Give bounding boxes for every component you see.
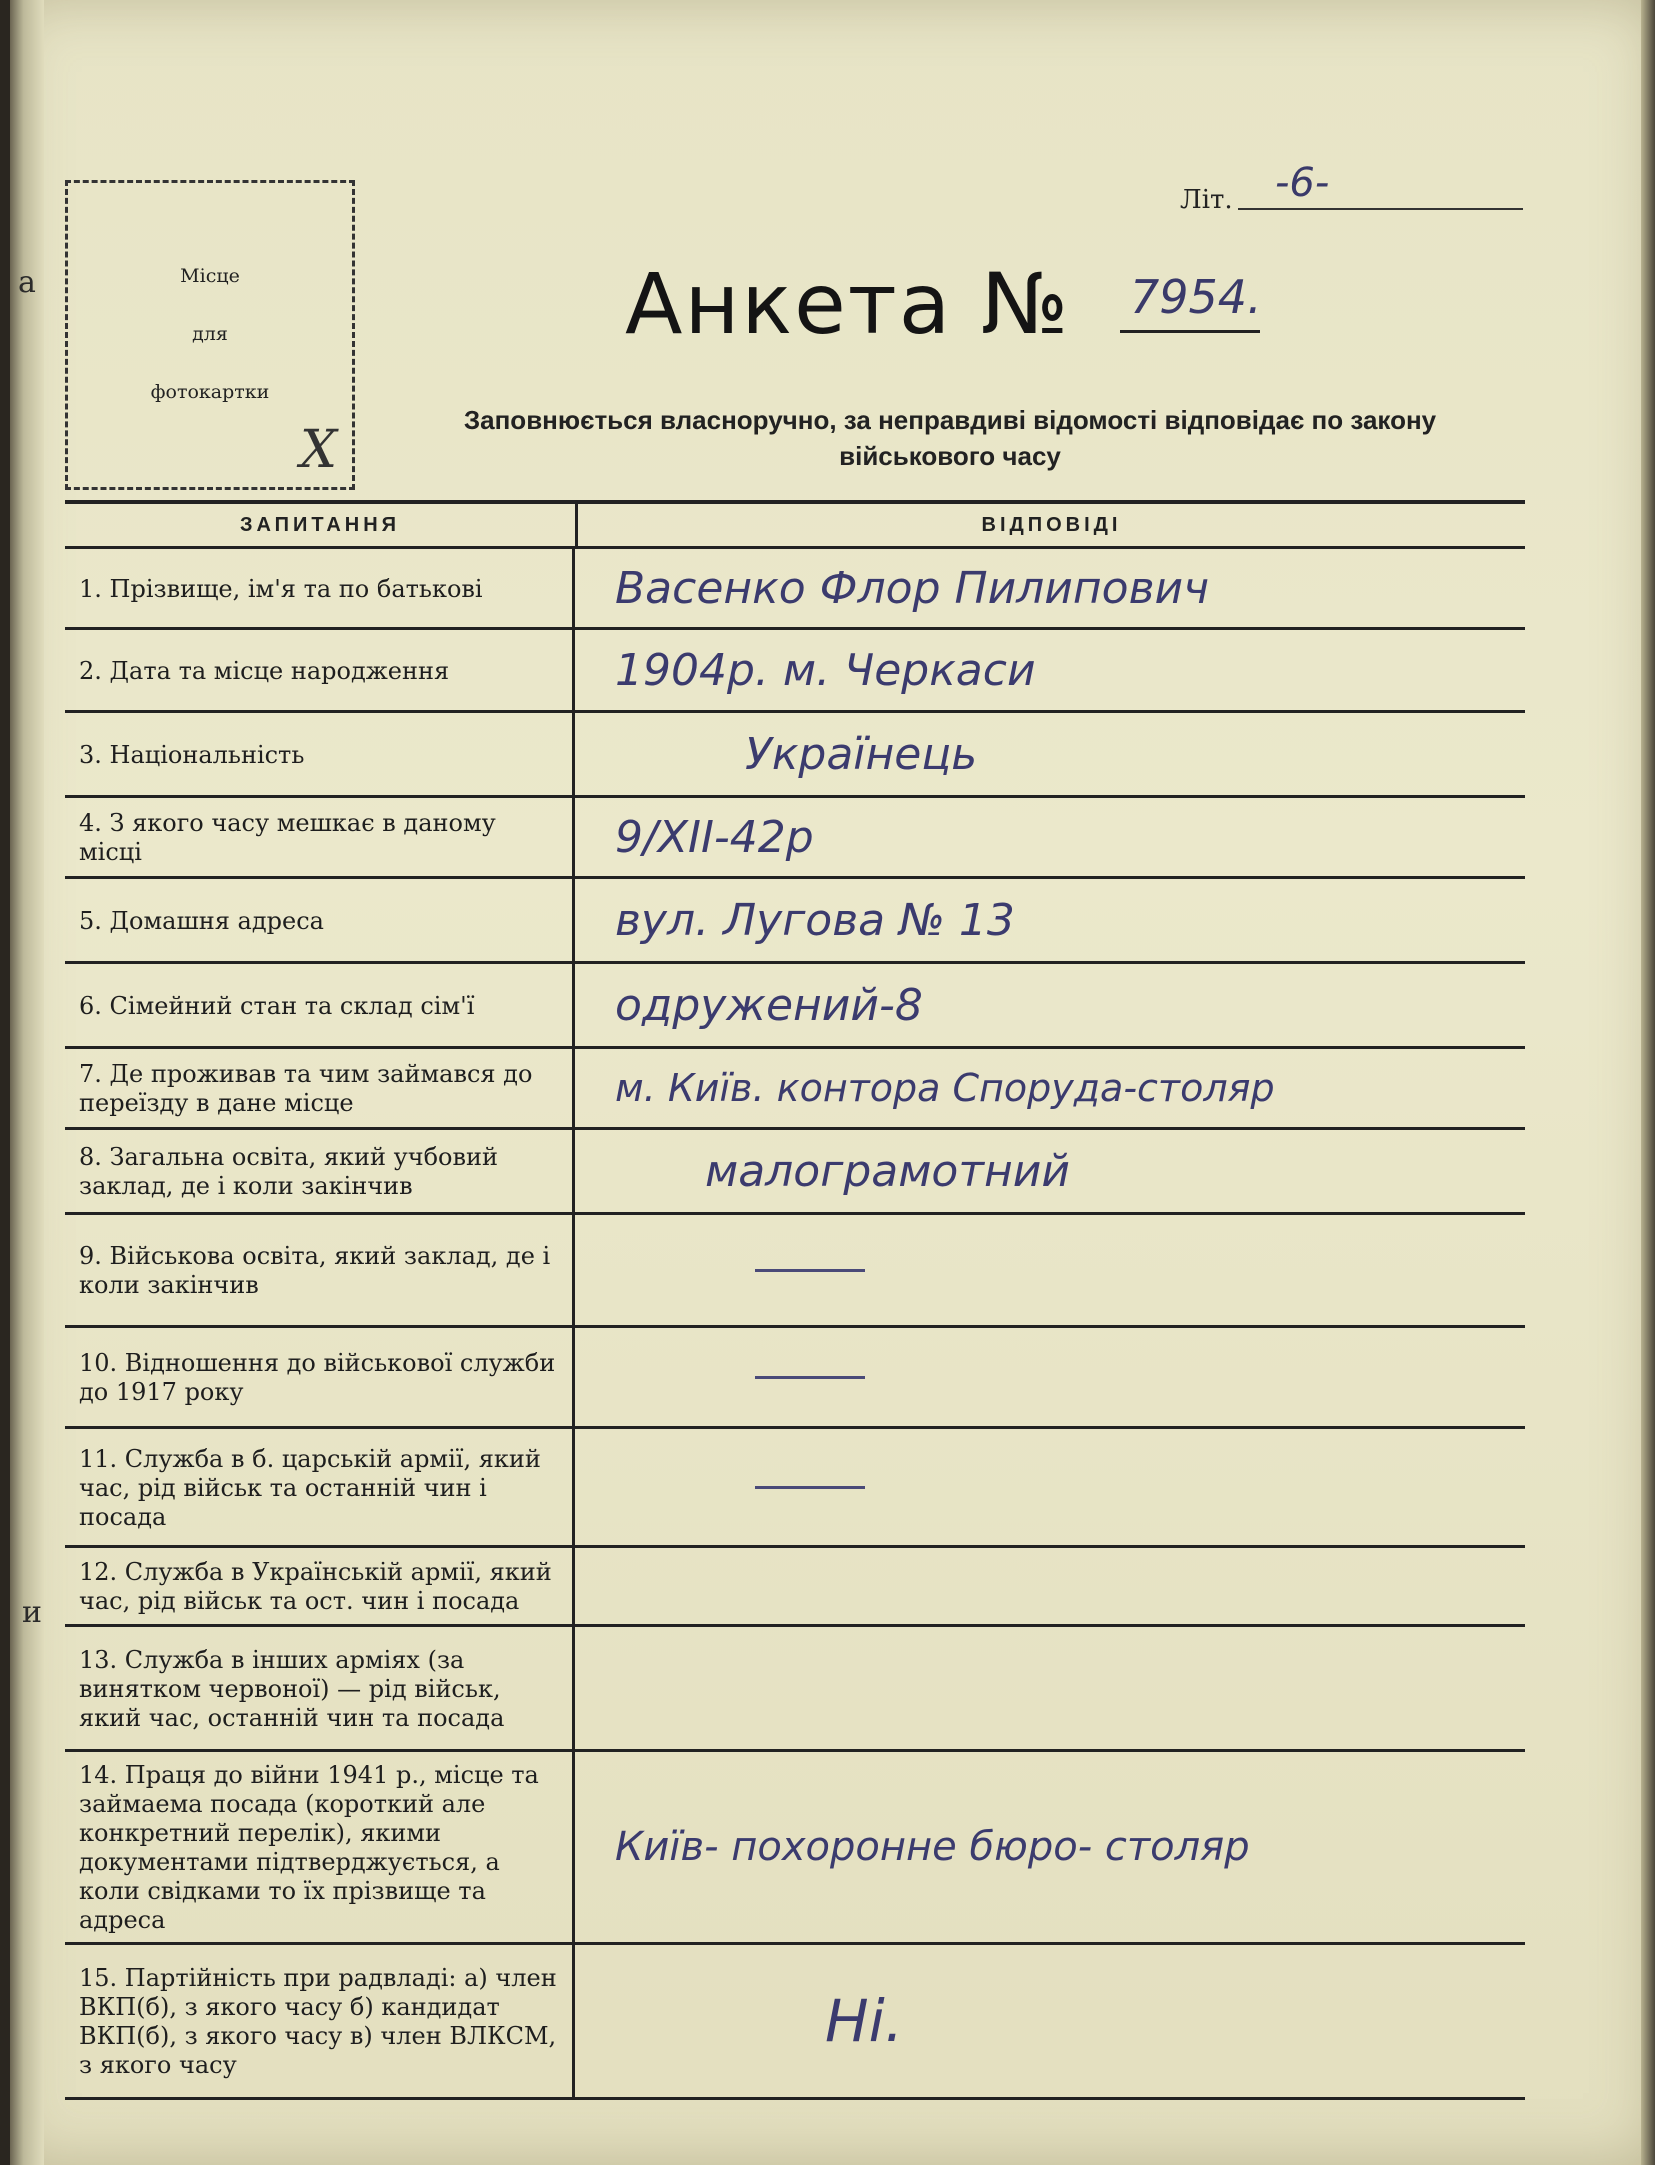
question-cell: 9. Військова освіта, який заклад, де і коли закінчив	[65, 1215, 575, 1325]
table-row	[65, 1752, 1525, 1945]
table-row	[65, 1548, 1525, 1627]
question-cell: 13. Служба в інших арміях (за винятком червоної) — рід військ, який час, останній чин та посада	[65, 1627, 575, 1749]
question-cell: 11. Служба в б. царській армії, який час, рід військ та останній чин і посада	[65, 1429, 575, 1545]
questionnaire-table	[65, 500, 1525, 2100]
answer-cell: Васенко Флор Пилипович	[615, 562, 1210, 614]
answer-cell	[575, 1548, 1525, 1624]
margin-mark: и	[22, 1595, 42, 1630]
question-cell: 2. Дата та місце народження	[65, 630, 575, 710]
question-cell: 15. Партійність при радвладі: а) член ВКП(б), з якого часу б) кандидат ВКП(б), з якого часу в) член ВЛКСМ, з якого часу	[65, 1945, 575, 2097]
table-row	[65, 1627, 1525, 1752]
margin-mark: а	[18, 265, 36, 300]
page-binding-edge	[10, 0, 44, 2165]
question-cell: 3. Національність	[65, 713, 575, 795]
question-cell: 8. Загальна освіта, який учбовий заклад, де і коли закінчив	[65, 1130, 575, 1212]
questionnaire-page	[10, 0, 1655, 2165]
photo-label-line3: фотокартки	[150, 381, 270, 403]
photo-label-line2: для	[192, 323, 228, 345]
table-row	[65, 798, 1525, 879]
question-cell: 10. Відношення до військової служби до 1917 року	[65, 1328, 575, 1426]
answer-cell	[575, 1627, 1525, 1749]
answer-cell: м. Київ. контора Споруда-столяр	[615, 1066, 1275, 1110]
page-title: Анкета №	[625, 255, 1071, 353]
table-row	[65, 1215, 1525, 1328]
photo-cross-mark: Х	[300, 420, 338, 480]
form-instructions	[390, 402, 1510, 474]
table-row	[65, 1130, 1525, 1215]
table-row	[65, 1049, 1525, 1130]
answer-cell: Українець	[745, 728, 978, 780]
form-number: 7954.	[1130, 270, 1262, 324]
table-header	[65, 504, 1525, 549]
empty-answer-dash	[755, 1376, 865, 1379]
answer-cell: одружений-8	[615, 979, 923, 1031]
answer-cell: 1904р. м. Черкаси	[615, 644, 1036, 696]
answer-cell: вул. Лугова № 13	[615, 894, 1015, 946]
question-cell: 5. Домашня адреса	[65, 879, 575, 961]
empty-answer-dash	[755, 1269, 865, 1272]
photo-label-line1: Місце	[180, 265, 240, 287]
answer-cell	[575, 1429, 1525, 1545]
instructions-line1: Заповнюється власноручно, за неправдиві відомості відповідає по закону	[463, 405, 1437, 435]
answer-cell: Нi.	[825, 1987, 904, 2055]
question-cell: 14. Праця до війни 1941 р., місце та займаема посада (короткий але конкретний перелік), якими документами підтверджується, а коли свідками то їх прізвище та адреса	[65, 1752, 575, 1942]
answer-cell	[575, 1328, 1525, 1426]
answer-cell: 9/XII-42р	[615, 811, 814, 863]
question-cell: 1. Прізвище, ім'я та по батькові	[65, 549, 575, 627]
answers-column-header: ВІДПОВІДІ	[981, 513, 1122, 536]
instructions-line2: військового часу	[839, 441, 1061, 471]
answer-cell: малограмотний	[705, 1145, 1070, 1197]
table-row	[65, 713, 1525, 798]
question-cell: 7. Де проживав та чим займався до переїзду в дане місце	[65, 1049, 575, 1127]
table-row	[65, 1429, 1525, 1548]
sheet-label: Літ.	[1180, 185, 1233, 215]
table-row	[65, 549, 1525, 630]
question-cell: 6. Сімейний стан та склад сім'ї	[65, 964, 575, 1046]
table-row	[65, 964, 1525, 1049]
table-row	[65, 1328, 1525, 1429]
form-number-line	[1120, 330, 1260, 333]
question-cell: 4. З якого часу мешкає в даному місці	[65, 798, 575, 876]
questions-column-header: ЗАПИТАННЯ	[65, 504, 578, 546]
sheet-number: -6-	[1275, 160, 1330, 206]
answer-cell	[575, 1215, 1525, 1325]
empty-answer-dash	[755, 1486, 865, 1489]
sheet-number-line	[1238, 208, 1523, 210]
table-row	[65, 630, 1525, 713]
page-right-edge	[1641, 0, 1655, 2165]
answer-cell: Київ- похоронне бюро- столяр	[615, 1824, 1250, 1870]
table-row	[65, 879, 1525, 964]
question-cell: 12. Служба в Українській армії, який час, рід військ та ост. чин і посада	[65, 1548, 575, 1624]
table-row	[65, 1945, 1525, 2100]
